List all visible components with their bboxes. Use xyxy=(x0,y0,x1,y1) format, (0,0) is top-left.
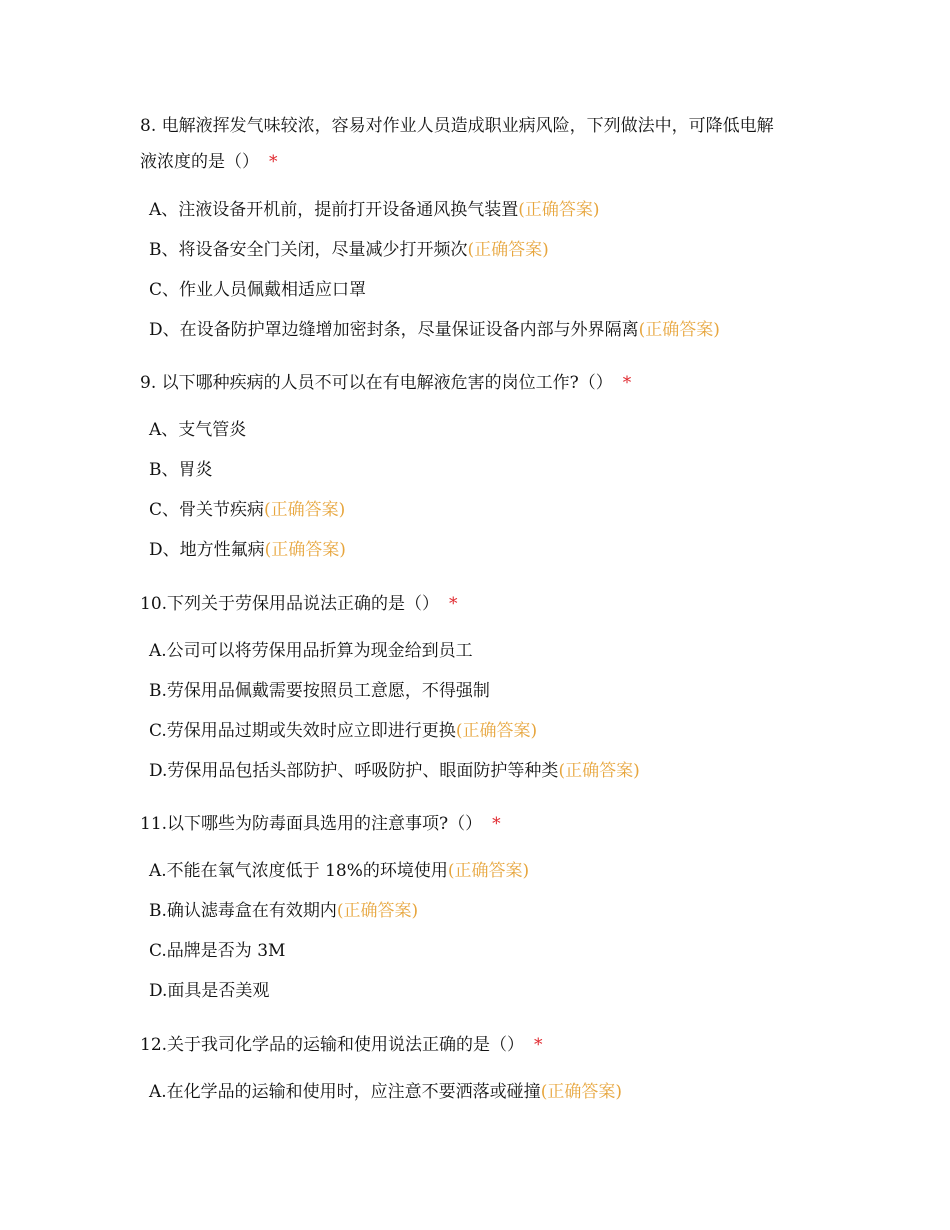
question-11 xyxy=(140,806,780,842)
question-text: 8. 电解液挥发气味较浓，容易对作业人员造成职业病风险，下列做法中，可降低电解液浓度的是（） xyxy=(140,116,774,172)
option-9a: A、支气管炎 xyxy=(149,420,247,440)
option-10d: D.劳保用品包括头部防护、呼吸防护、眼面防护等种类(正确答案) xyxy=(149,761,640,781)
required-mark: * xyxy=(492,814,501,834)
option-11c: C.品牌是否为 3M xyxy=(149,941,286,961)
question-text: 12.关于我司化学品的运输和使用说法正确的是（） xyxy=(140,1035,525,1055)
correct-answer-tag: (正确答案) xyxy=(638,320,720,340)
option-9d: D、地方性氟病(正确答案) xyxy=(149,540,346,560)
option-8d: D、在设备防护罩边缝增加密封条，尽量保证设备内部与外界隔离(正确答案) xyxy=(149,320,720,340)
correct-answer-tag: (正确答案) xyxy=(558,761,640,781)
question-10 xyxy=(140,586,780,622)
question-text: 11.以下哪些为防毒面具选用的注意事项?（） xyxy=(140,814,483,834)
option-10c: C.劳保用品过期或失效时应立即进行更换(正确答案) xyxy=(149,721,538,741)
option-8c: C、作业人员佩戴相适应口罩 xyxy=(149,280,367,300)
correct-answer-tag: (正确答案) xyxy=(264,500,346,520)
option-9b: B、胃炎 xyxy=(149,460,213,480)
option-8b: B、将设备安全门关闭，尽量减少打开频次(正确答案) xyxy=(149,240,549,260)
correct-answer-tag: (正确答案) xyxy=(455,721,538,741)
correct-answer-tag: (正确答案) xyxy=(447,861,530,881)
required-mark: * xyxy=(622,373,632,393)
question-text: 9. 以下哪种疾病的人员不可以在有电解液危害的岗位工作?（） xyxy=(140,373,613,393)
correct-answer-tag: (正确答案) xyxy=(540,1082,622,1102)
correct-answer-tag: (正确答案) xyxy=(264,540,346,560)
correct-answer-tag: (正确答案) xyxy=(336,901,419,921)
question-text: 10.下列关于劳保用品说法正确的是（） xyxy=(140,594,440,614)
option-11b: B.确认滤毒盒在有效期内(正确答案) xyxy=(149,901,419,921)
question-12 xyxy=(140,1027,780,1063)
option-10a: A.公司可以将劳保用品折算为现金给到员工 xyxy=(149,641,473,661)
required-mark: * xyxy=(449,594,458,614)
correct-answer-tag: (正确答案) xyxy=(518,200,600,220)
required-mark: * xyxy=(534,1035,543,1055)
option-9c: C、骨关节疾病(正确答案) xyxy=(149,500,346,520)
option-12a: A.在化学品的运输和使用时，应注意不要洒落或碰撞(正确答案) xyxy=(149,1082,622,1102)
option-8a: A、注液设备开机前，提前打开设备通风换气装置(正确答案) xyxy=(149,200,600,220)
option-11a: A.不能在氧气浓度低于 18%的环境使用(正确答案) xyxy=(149,861,530,881)
required-mark: * xyxy=(269,152,278,172)
question-9 xyxy=(140,365,780,401)
option-10b: B.劳保用品佩戴需要按照员工意愿，不得强制 xyxy=(149,681,490,701)
option-11d: D.面具是否美观 xyxy=(149,981,270,1001)
correct-answer-tag: (正确答案) xyxy=(467,240,549,260)
question-8 xyxy=(140,108,780,180)
